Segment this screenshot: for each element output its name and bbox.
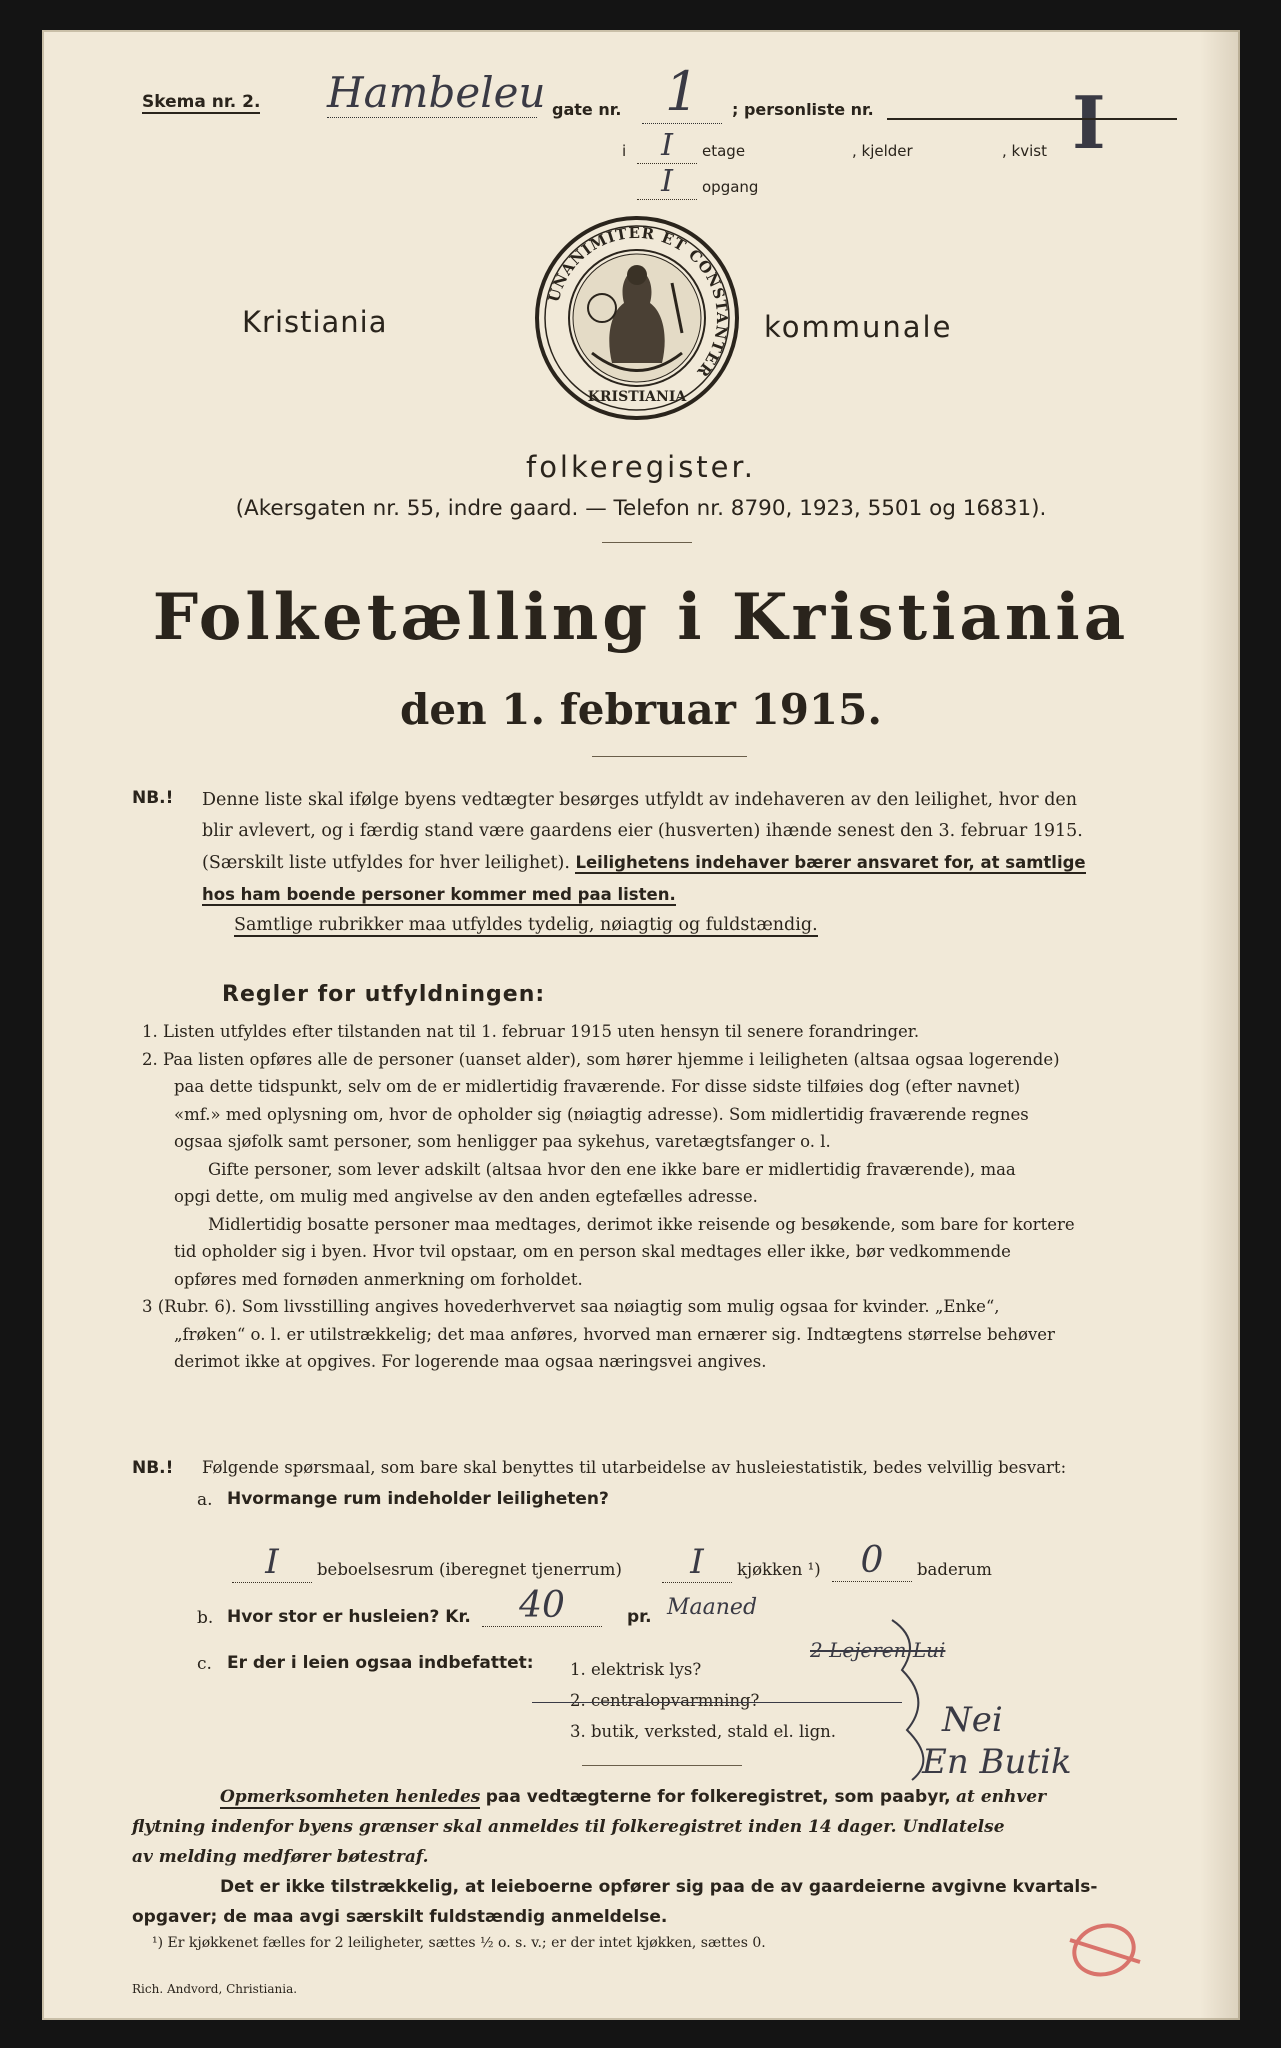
census-form-page (42, 30, 1240, 2020)
kjelder-label: , kjelder (852, 142, 913, 160)
rules-line: 2. Paa listen opføres alle de personer (uanset alder), som hører hjemme i leiligheten (altsaa ogsaa logerende) (142, 1049, 1060, 1069)
rules-line: „frøken“ o. l. er utilstrækkelig; det maa anføres, hvorved man ernærer sig. Indtægtens størrelse behøver (174, 1324, 1055, 1344)
floor-value-handwritten: I (637, 128, 697, 164)
gate-label: gate nr. (552, 100, 622, 119)
divider-3 (582, 1765, 742, 1766)
svg-text:KRISTIANIA: KRISTIANIA (587, 389, 687, 405)
rules-line: 1. Listen utfyldes efter tilstanden nat til 1. februar 1915 uten hensyn til senere forandringer. (142, 1022, 920, 1041)
bath-value-handwritten: 0 (832, 1540, 912, 1582)
rent-period-handwritten: Maaned (667, 1595, 758, 1620)
question-c-text: Er der i leien ogsaa indbefattet: (227, 1653, 534, 1673)
opgang-label: opgang (702, 178, 759, 196)
rules-line: Midlertidig bosatte personer maa medtages, derimot ikke reisende og besøkende, som bare for kortere (208, 1214, 1075, 1234)
rules-line: paa dette tidspunkt, selv om de er midlertidig fraværende. For disse sidste tilføies dog (efter navnet) (174, 1077, 1021, 1096)
rules-line: ogsaa sjøfolk samt personer, som henligger paa sykehus, varetægtsfanger o. l. (174, 1132, 831, 1151)
nb1-line: blir avlevert, og i færdig stand være gaardens eier (husverten) ihænde senest den 3. februar 1915. (202, 821, 1083, 841)
notice-line: av melding medfører bøtestraf. (132, 1847, 429, 1867)
question-b-label: b. (197, 1608, 214, 1628)
kitchen-label: kjøkken ¹) (737, 1560, 821, 1579)
schema-number: Skema nr. 2. (142, 92, 261, 112)
divider-1 (602, 542, 692, 543)
butik-note-handwritten: En Butik (922, 1742, 1072, 1782)
struck-handwriting: 2 Lejeren Lui (810, 1638, 946, 1662)
rules-line: 3 (Rubr. 6). Som livsstilling angives hovederhvervet saa nøiagtig som mulig ogsaa for kvinder. „Enke“, (142, 1297, 1000, 1316)
header-rule (887, 118, 1177, 120)
rules-line: «mf.» med oplysning om, hvor de opholder sig (nøiagtig adresse). Som midlertidig fraværende regnes (174, 1104, 1029, 1124)
rent-per-label: pr. (627, 1607, 652, 1627)
notice-line: Det er ikke tilstrækkelig, at leieboerne opfører sig paa de av gaardeierne avgivne kvartals- (220, 1877, 1098, 1897)
svg-text:UNANIMITER ET CONSTANTER: UNANIMITER ET CONSTANTER (544, 223, 732, 381)
nb2-label: NB.! (132, 1458, 174, 1478)
rooms-value-handwritten: I (232, 1542, 312, 1583)
printer-credit: Rich. Andvord, Christiania. (132, 1982, 298, 1996)
rules-line: opgi dette, om mulig med angivelse av den anden egtefælles adresse. (174, 1187, 758, 1206)
footnote: ¹) Er kjøkkenet fælles for 2 leiligheter, sættes ½ o. s. v.; er der intet kjøkken, sættes 0. (152, 1935, 766, 1951)
question-c-items (570, 1654, 836, 1747)
office-left-word: Kristiania (242, 305, 388, 339)
handwritten-strike-line (532, 1702, 902, 1703)
question-a-label: a. (197, 1490, 213, 1510)
divider-2 (592, 756, 747, 757)
office-address: (Akersgaten nr. 55, indre gaard. — Telefon nr. 8790, 1923, 5501 og 16831). (235, 496, 1047, 521)
floor-prefix: i (622, 142, 627, 160)
handwritten-bracket-icon (882, 1610, 942, 1790)
rules-line: derimot ikke at opgives. For logerende maa ogsaa næringsvei angives. (174, 1352, 767, 1371)
document-title: Folketælling i Kristiania (152, 580, 1130, 655)
nb1-line: Samtlige rubrikker maa utfyldes tydelig, nøiagtig og fuldstændig. (234, 915, 818, 935)
notice-text (132, 1782, 1152, 1932)
nb1-label: NB.! (132, 788, 174, 808)
included-answer-handwritten: Nei (942, 1700, 1003, 1740)
question-a-text: Hvormange rum indeholder leiligheten? (227, 1489, 609, 1509)
rules-line: tid opholder sig i byen. Hvor tvil opstaar, om en person skal medtages eller ikke, bør vedkommende (174, 1242, 1011, 1261)
office-name: folkeregister. (525, 450, 756, 484)
nb1-line: (Særskilt liste utfyldes for hver leilighet). Leilighetens indehaver bærer ansvaret for, at samtlige (202, 853, 1086, 873)
nb2-intro: Følgende spørsmaal, som bare skal benyttes til utarbeidelse av husleiestatistik, bedes velvillig besvart: (202, 1458, 1067, 1477)
rules-heading: Regler for utfyldningen: (222, 982, 546, 1007)
rent-amount-handwritten: 40 (482, 1585, 602, 1627)
opgang-value-handwritten: I (637, 164, 697, 200)
floor-label: etage (702, 142, 746, 160)
gate-number-handwritten: 1 (642, 60, 722, 124)
notice-line: flytning indenfor byens grænser skal anmeldes til folkeregistret inden 14 dager. Undlatelse (132, 1817, 1005, 1837)
notice-line: opgaver; de maa avgi særskilt fuldstændig anmeldelse. (132, 1907, 668, 1927)
question-b-text: Hvor stor er husleien? Kr. (227, 1607, 471, 1627)
personliste-label: ; personliste nr. (732, 100, 874, 119)
kitchen-value-handwritten: I (662, 1542, 732, 1583)
kristiania-seal (532, 213, 742, 423)
rooms-label: beboelsesrum (iberegnet tjenerrum) (317, 1560, 622, 1579)
included-item: 2. centralopvarmning? (570, 1691, 760, 1710)
nb1-line: Denne liste skal ifølge byens vedtægter besørges utfyldt av indehaveren av den leilighet, hvor den (202, 790, 1078, 810)
included-item: 1. elektrisk lys? (570, 1660, 702, 1679)
rules-text (142, 1018, 1152, 1376)
question-c-label: c. (197, 1654, 212, 1674)
seal-emblem-icon (532, 213, 742, 423)
nb1-text (202, 785, 1152, 941)
rules-line: opføres med fornøden anmerkning om forholdet. (174, 1269, 583, 1289)
bath-label: baderum (917, 1560, 992, 1579)
document-date: den 1. februar 1915. (399, 685, 882, 734)
nb1-line: hos ham boende personer kommer med paa listen. (202, 885, 676, 904)
kvist-label: , kvist (1002, 142, 1047, 160)
included-item: 3. butik, verksted, stald el. lign. (570, 1722, 836, 1741)
street-name-handwritten: Hambeleu (327, 68, 546, 117)
red-mark-icon (1062, 1910, 1152, 1994)
personliste-number-handwritten: I (1072, 80, 1106, 165)
rules-line: Gifte personer, som lever adskilt (altsaa hvor den ene ikke bare er midlertidig fraværende), maa (208, 1159, 1016, 1179)
office-right-word: kommunale (764, 310, 953, 344)
notice-line: Opmerksomheten henledes paa vedtægterne for folkeregistret, som paabyr, at enhver (220, 1787, 1047, 1807)
